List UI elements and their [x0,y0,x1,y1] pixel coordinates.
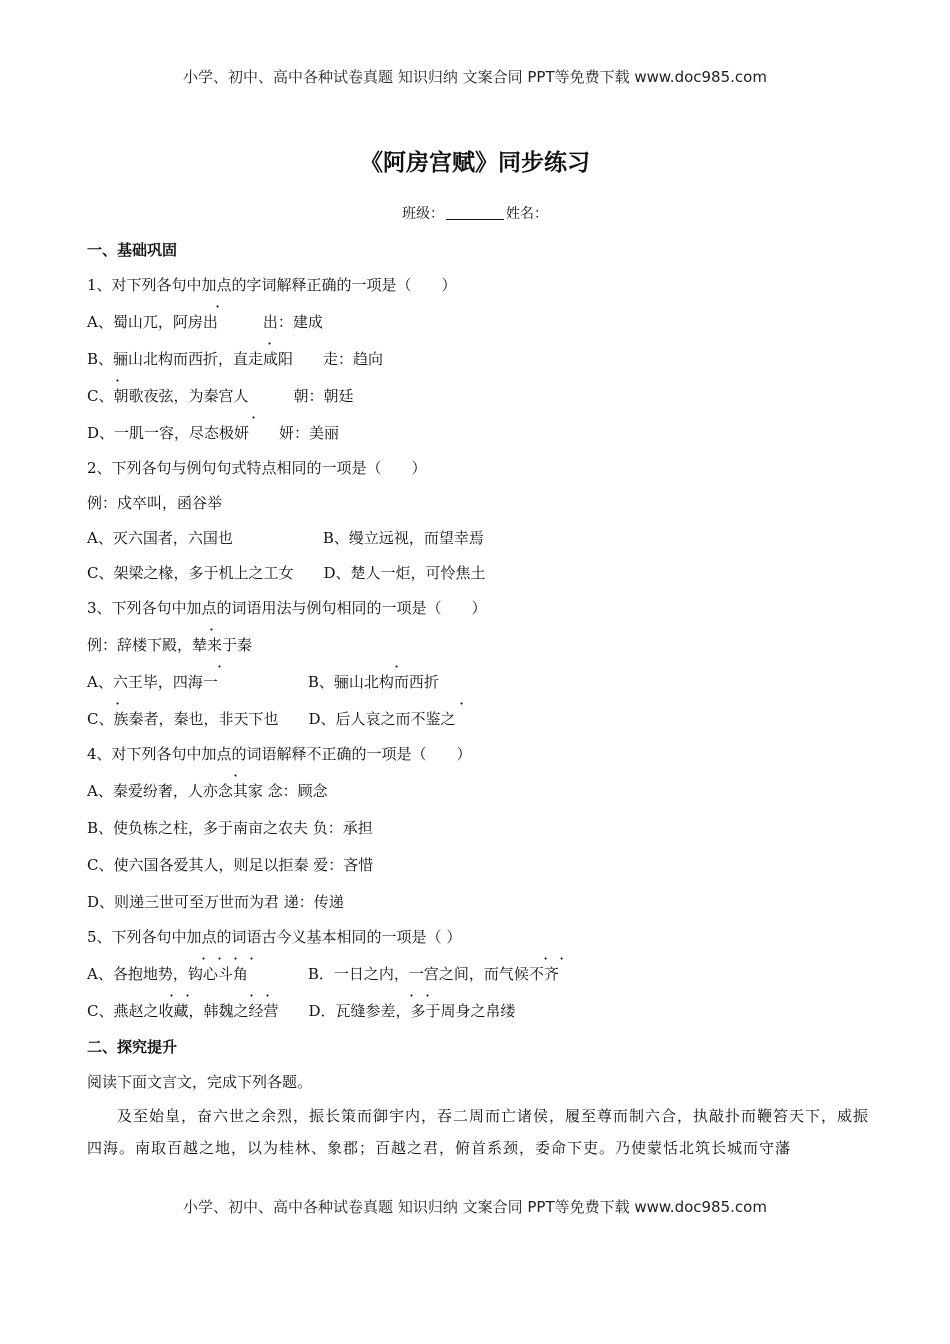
option-line: B、骊山北构而西折，直走咸阳 走：趋向 [87,350,384,368]
class-blank[interactable] [446,205,504,220]
emphasis-dot: · [394,657,400,676]
reading-instruction: 阅读下面文言文，完成下列各题。 [87,1073,313,1091]
option-line: A、各抱地势，钩心斗角 B．一日之内，一宫之间，而气候不齐 [87,965,559,983]
option-line: C、使六国各爱其人，则足以拒秦 爱：吝惜 [87,856,374,874]
option-line: A、秦爱纷奢，人亦念其家 念：顾念 [87,782,328,800]
option-line: C、族秦者，秦也，非天下也 D、后人哀之而不鉴之 [87,710,456,728]
page-title: 《阿房宫赋》同步练习 [360,150,590,176]
emphasis-dot: · [201,949,207,968]
emphasis-dot: · [209,620,215,639]
section-heading-basic: 一、基础巩固 [87,241,178,259]
question-5: 5、下列各句中加点的词语古今义基本相同的一项是（ ） [87,928,462,946]
option-line: A、灭六国者，六国也 B、缦立远视，而望幸焉 [87,529,484,547]
page-header: 小学、初中、高中各种试卷真题 知识归纳 文案合同 PPT等免费下载 www.doc985.com [183,68,767,86]
option-line: C、燕赵之收藏，韩魏之经营 D．瓦缝参差，多于周身之帛缕 [87,1002,516,1020]
emphasis-dot: · [425,986,431,1005]
emphasis-dot: · [251,408,257,427]
emphasis-dot: · [409,986,415,1005]
class-label: 班级： [402,206,444,222]
section-heading-advanced: 二、探究提升 [87,1038,178,1056]
class-name-line [0,203,950,223]
option-line: C、朝歌夜弦，为秦宫人 朝：朝廷 [87,387,354,405]
example-line: 例：戍卒叫，函谷举 [87,494,223,512]
option-line: A、蜀山兀，阿房出 出：建成 [87,313,323,331]
emphasis-dot: · [249,949,255,968]
emphasis-dot: · [267,334,273,353]
emphasis-dot: · [217,657,223,676]
emphasis-dot: · [249,986,255,1005]
question-3: 3、下列各句中加点的词语用法与例句相同的一项是（ ） [87,599,487,617]
option-line: D、则递三世可至万世而为君 递：传递 [87,893,344,911]
emphasis-dot: · [115,694,121,713]
question-2: 2、下列各句与例句句式特点相同的一项是（ ） [87,459,427,477]
emphasis-dot: · [459,694,465,713]
emphasis-dot: · [233,766,239,785]
emphasis-dot: · [169,986,175,1005]
emphasis-dot: · [217,949,223,968]
emphasis-dot: · [543,949,549,968]
emphasis-dot: · [185,986,191,1005]
passage-paragraph: 及至始皇，奋六世之余烈，振长策而御宇内，吞二周而亡诸侯，履至尊而制六合，执敲扑而鞭笞天下，威振四海。南取百越之地，以为桂林、象郡；百越之君，俯首系颈，委命下吏。乃使蒙恬北筑长城而守藩 [87,1107,870,1157]
question-1: 1、对下列各句中加点的字词解释正确的一项是（ ） [87,276,457,294]
page-footer: 小学、初中、高中各种试卷真题 知识归纳 文案合同 PPT等免费下载 www.doc985.com [183,1198,767,1216]
option-line: B、使负栋之柱，多于南亩之农夫 负：承担 [87,819,373,837]
option-line: C、架梁之椽，多于机上之工女 D、楚人一炬，可怜焦土 [87,564,486,582]
emphasis-dot: · [215,297,221,316]
emphasis-dot: · [115,371,121,390]
emphasis-dot: · [559,949,565,968]
emphasis-dot: · [233,949,239,968]
name-label: 姓名： [506,206,548,222]
classical-passage [87,1100,877,1164]
question-4: 4、对下列各句中加点的词语解释不正确的一项是（ ） [87,745,472,763]
option-line: A、六王毕，四海一 B、骊山北构而西折 [87,673,439,691]
option-line: D、一肌一容，尽态极妍 妍：美丽 [87,424,340,442]
emphasis-dot: · [265,986,271,1005]
example-line: 例：辞楼下殿，辇来于秦 [87,636,253,654]
